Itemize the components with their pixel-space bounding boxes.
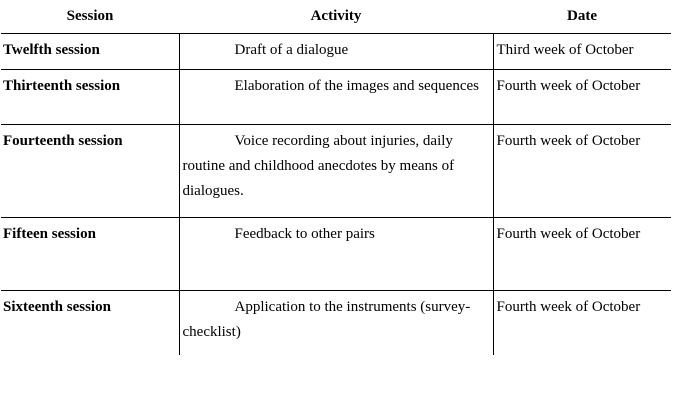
date-cell: Third week of October: [493, 34, 671, 70]
activity-cell: [179, 218, 493, 291]
table-row: [1, 70, 671, 125]
session-cell: Sixteenth session: [1, 291, 179, 356]
header-date: Date: [493, 0, 671, 34]
activity-cell: [179, 125, 493, 218]
date-cell: Fourth week of October: [493, 291, 671, 356]
session-cell: Thirteenth session: [1, 70, 179, 125]
header-activity: Activity: [179, 0, 493, 34]
activity-cell: [179, 34, 493, 70]
activity-text: Voice recording about injuries, daily routine and childhood anecdotes by means of dialogues.: [182, 133, 455, 199]
activity-text: Application to the instruments (survey-checklist): [182, 299, 471, 340]
table-row: [1, 218, 671, 291]
header-session: Session: [1, 0, 179, 34]
session-cell: Fourteenth session: [1, 125, 179, 218]
date-cell: Fourth week of October: [493, 125, 671, 218]
activity-text: Elaboration of the images and sequences: [234, 78, 479, 94]
date-cell: Fourth week of October: [493, 70, 671, 125]
session-cell: Fifteen session: [1, 218, 179, 291]
activity-text: Draft of a dialogue: [234, 42, 349, 58]
session-cell: Twelfth session: [1, 34, 179, 70]
activity-text: Feedback to other pairs: [234, 226, 375, 242]
table-row: [1, 34, 671, 70]
table-row: [1, 291, 671, 356]
header-row: [1, 0, 671, 34]
sessions-table: [1, 0, 671, 355]
activity-cell: [179, 70, 493, 125]
table-row: [1, 125, 671, 218]
activity-cell: [179, 291, 493, 356]
date-cell: Fourth week of October: [493, 218, 671, 291]
